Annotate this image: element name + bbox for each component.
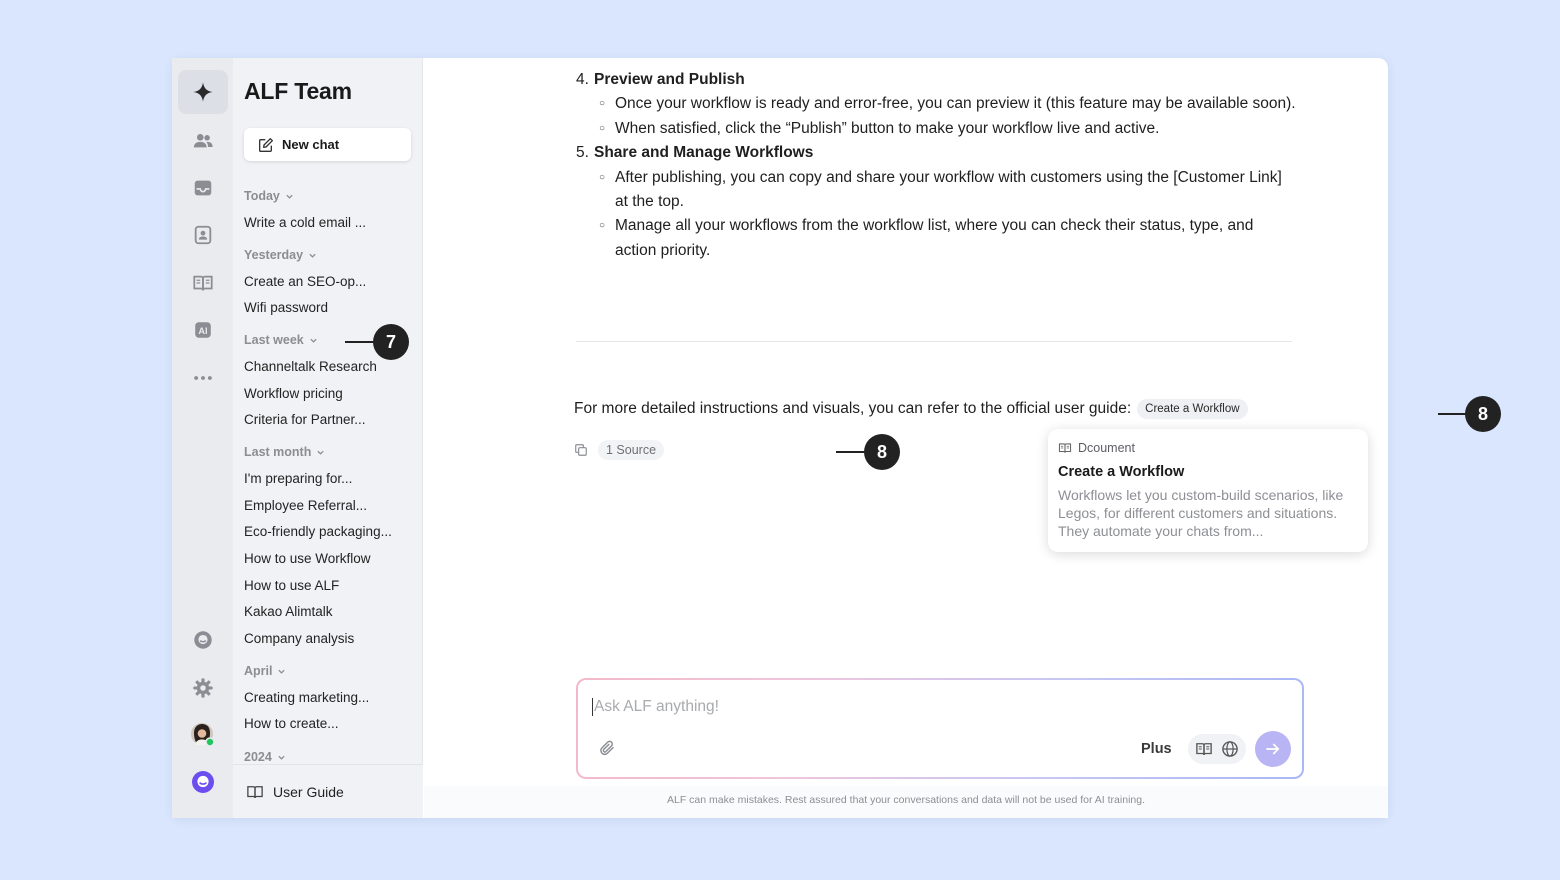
popover-type-label: Dcoument (1078, 441, 1135, 455)
history-item[interactable]: Company analysis (244, 631, 355, 646)
history-item[interactable]: Employee Referral... (244, 498, 368, 513)
chevron-down-icon (308, 251, 317, 260)
group-label-2024[interactable]: 2024 (244, 750, 286, 764)
rail-alf-button[interactable] (178, 70, 228, 114)
sparkle-icon (192, 81, 214, 103)
history-item[interactable]: Create an SEO-op... (244, 274, 367, 289)
composer-box (578, 680, 1302, 777)
user-guide-link[interactable] (233, 764, 423, 818)
step-title: Share and Manage Workflows (594, 144, 814, 162)
book-open-icon (246, 783, 264, 801)
step-bullet: ○ When satisfied, click the “Publish” button to make your workflow live and active. (576, 117, 1296, 141)
document-icon (1058, 441, 1072, 455)
attach-button[interactable] (598, 739, 616, 762)
app-window (172, 58, 1488, 818)
new-chat-label: New chat (282, 137, 340, 152)
source-row (574, 440, 664, 460)
rail-inbox-button[interactable] (178, 166, 228, 210)
group-label-last-month[interactable]: Last month (244, 445, 325, 459)
channel-logo-icon (191, 770, 215, 794)
message-divider (576, 341, 1292, 342)
step-bullet: ○ Manage all your workflows from the workflow list, where you can check their status, type, and action priority. (576, 214, 1296, 263)
svg-text:AI: AI (198, 325, 208, 336)
assistant-message (576, 68, 1296, 263)
history-item[interactable]: Criteria for Partner... (244, 412, 366, 427)
history-item[interactable]: How to create... (244, 716, 339, 731)
rail-channel-button[interactable] (178, 760, 228, 804)
callout-badge: 7 (373, 324, 409, 360)
tool-toggle-group (1188, 734, 1246, 764)
history-item[interactable]: Wifi password (244, 300, 329, 315)
chevron-down-icon (277, 753, 286, 762)
popover-description: Workflows let you custom-build scenarios, like Legos, for different customers and situations. They automate your chats from... (1058, 487, 1344, 539)
chat-bubble-icon (192, 629, 214, 651)
book-icon[interactable] (1195, 740, 1213, 758)
group-label-last-week[interactable]: Last week (244, 333, 318, 347)
bullet-icon: ○ (599, 220, 606, 232)
rail-users-button[interactable] (178, 119, 228, 163)
callout-badge: 8 (1465, 396, 1501, 432)
plus-mode-button[interactable]: Plus (1141, 741, 1172, 757)
user-guide-label: User Guide (273, 783, 344, 800)
history-item[interactable]: How to use Workflow (244, 551, 371, 566)
group-label-yesterday[interactable]: Yesterday (244, 248, 317, 262)
composer (576, 678, 1304, 779)
chevron-down-icon (277, 667, 286, 676)
guide-link-chip[interactable]: Create a Workflow (1137, 399, 1247, 419)
history-item[interactable]: Creating marketing... (244, 690, 370, 705)
contacts-icon (192, 224, 214, 246)
chat-main (424, 58, 1488, 818)
guide-text: For more detailed instructions and visuals, you can refer to the official user guide: (574, 400, 1132, 417)
arrow-right-icon (1264, 740, 1282, 758)
history-item[interactable]: Kakao Alimtalk (244, 604, 333, 619)
bullet-icon: ○ (599, 171, 606, 183)
popover-type (1058, 441, 1358, 455)
more-icon (192, 367, 214, 389)
sidebar (233, 58, 423, 818)
avatar (190, 722, 216, 748)
history-item[interactable]: Eco-friendly packaging... (244, 524, 392, 539)
rail-more-button[interactable] (178, 356, 228, 400)
icon-rail (172, 58, 233, 818)
step-4 (576, 68, 1296, 92)
callout-leader (345, 341, 375, 343)
book-icon (192, 272, 214, 294)
rail-settings-button[interactable] (178, 666, 228, 710)
rail-chat-button[interactable] (178, 618, 228, 662)
guide-reference (574, 399, 1248, 419)
paperclip-icon (598, 739, 616, 757)
source-button[interactable]: 1 Source (598, 440, 664, 460)
globe-icon[interactable] (1221, 740, 1239, 758)
history-item[interactable]: Write a cold email ... (244, 215, 367, 230)
history-item[interactable]: How to use ALF (244, 578, 340, 593)
step-bullet: ○ After publishing, you can copy and share your workflow with customers using the [Customer Link] at the top. (576, 166, 1296, 215)
popover-title: Create a Workflow (1058, 464, 1185, 480)
chevron-down-icon (309, 336, 318, 345)
gear-icon (192, 677, 214, 699)
rail-docs-button[interactable] (178, 261, 228, 305)
step-number: 4. (576, 71, 589, 88)
step-number: 5. (576, 144, 589, 162)
step-title: Preview and Publish (594, 71, 745, 88)
chevron-down-icon (285, 192, 294, 201)
callout-leader (1438, 413, 1468, 415)
rail-ai-button[interactable] (178, 308, 228, 352)
history-item[interactable]: Channeltalk Research (244, 359, 377, 374)
group-label-april[interactable]: April (244, 664, 286, 678)
callout-badge: 8 (864, 434, 900, 470)
message-input[interactable] (592, 698, 1192, 716)
ai-icon (192, 319, 214, 341)
edit-icon (258, 137, 274, 153)
team-title: ALF Team (244, 78, 352, 104)
group-label-today[interactable]: Today (244, 189, 294, 203)
callout-leader (836, 451, 866, 453)
step-bullet: ○ Once your workflow is ready and error-free, you can preview it (this feature may be available soon). (576, 92, 1296, 116)
new-chat-button[interactable] (244, 128, 411, 161)
rail-contacts-button[interactable] (178, 213, 228, 257)
disclaimer: ALF can make mistakes. Rest assured that your conversations and data will not be used for AI training. (667, 794, 1145, 806)
users-icon (192, 130, 214, 152)
bullet-icon: ○ (599, 98, 606, 110)
copy-icon[interactable] (574, 443, 588, 457)
bullet-icon: ○ (599, 122, 606, 134)
inbox-icon (192, 177, 214, 199)
step-5 (576, 141, 1296, 165)
send-button[interactable] (1255, 731, 1291, 767)
document-popover[interactable] (1048, 429, 1368, 552)
chevron-down-icon (316, 448, 325, 457)
history-item[interactable]: Workflow pricing (244, 386, 343, 401)
rail-profile-button[interactable] (178, 713, 228, 757)
history-item[interactable]: I'm preparing for... (244, 471, 353, 486)
